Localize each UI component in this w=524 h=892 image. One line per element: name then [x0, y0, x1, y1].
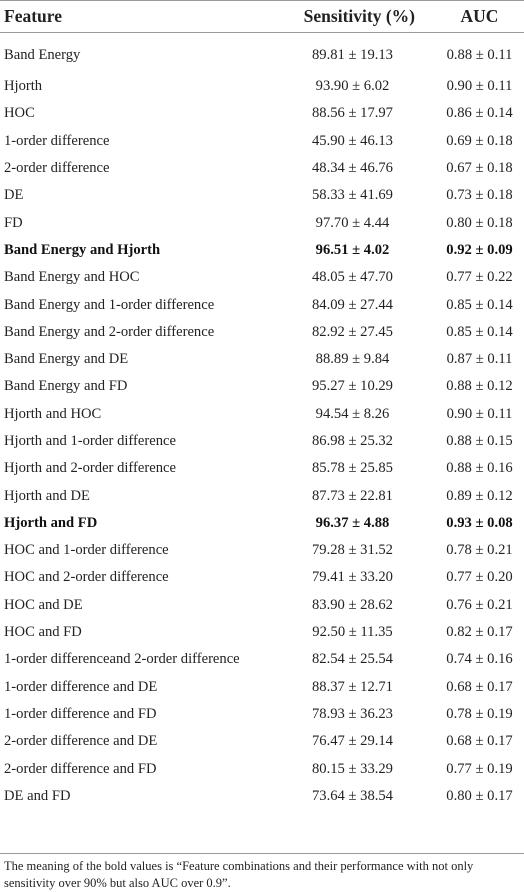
table-row [0, 209, 524, 236]
header-feature: Feature [4, 5, 62, 26]
cell-feature: Band Energy and 2-order difference [4, 323, 215, 340]
cell-feature: DE [4, 187, 24, 204]
table-row [0, 291, 524, 318]
table-row [0, 646, 524, 673]
table-row [0, 73, 524, 100]
cell-auc: 0.69 ± 0.18 [446, 132, 513, 149]
cell-sensitivity: 87.73 ± 22.81 [312, 487, 393, 504]
cell-feature: Hjorth and FD [4, 514, 98, 531]
cell-auc: 0.89 ± 0.12 [446, 487, 513, 504]
cell-feature: Hjorth and 2-order difference [4, 460, 176, 477]
cell-sensitivity: 85.78 ± 25.85 [312, 460, 393, 477]
cell-auc: 0.88 ± 0.11 [446, 47, 513, 63]
table-row [0, 155, 524, 182]
cell-feature: 2-order difference [4, 160, 110, 177]
table-row [0, 537, 524, 564]
cell-feature: HOC and 2-order difference [4, 569, 169, 586]
table-row [0, 592, 524, 619]
cell-feature: Hjorth and DE [4, 487, 90, 504]
cell-auc: 0.80 ± 0.18 [446, 214, 513, 231]
cell-sensitivity: 94.54 ± 8.26 [315, 405, 390, 422]
cell-auc: 0.77 ± 0.19 [446, 760, 513, 777]
cell-feature: Band Energy and DE [4, 351, 129, 368]
cell-auc: 0.76 ± 0.21 [446, 596, 513, 613]
cell-feature: Hjorth [4, 78, 43, 95]
cell-sensitivity: 96.51 ± 4.02 [315, 241, 390, 258]
table-row [0, 619, 524, 646]
table-footnote: The meaning of the bold values is “Feature combinations and their performance with not only sensitivity over 90% but also AUC over 0.9”. [4, 859, 474, 890]
cell-sensitivity: 80.15 ± 33.29 [312, 760, 393, 777]
cell-auc: 0.87 ± 0.11 [446, 351, 513, 368]
cell-auc: 0.73 ± 0.18 [446, 187, 513, 204]
table-row [0, 237, 524, 264]
cell-auc: 0.77 ± 0.20 [446, 569, 513, 586]
cell-sensitivity: 88.37 ± 12.71 [312, 678, 393, 695]
cell-feature: 2-order difference and FD [4, 760, 157, 777]
cell-feature: 1-order difference [4, 132, 110, 149]
table-row [0, 783, 524, 810]
cell-feature: FD [4, 214, 23, 231]
cell-auc: 0.90 ± 0.11 [446, 78, 513, 95]
cell-auc: 0.92 ± 0.09 [446, 241, 513, 258]
cell-auc: 0.93 ± 0.08 [446, 514, 513, 531]
cell-feature: DE and FD [4, 787, 71, 804]
cell-sensitivity: 96.37 ± 4.88 [315, 514, 390, 531]
table-row [0, 128, 524, 155]
cell-feature: Hjorth and 1-order difference [4, 433, 176, 449]
table-row [0, 264, 524, 291]
cell-feature: 1-order difference and DE [4, 678, 158, 695]
cell-sensitivity: 73.64 ± 38.54 [312, 787, 393, 804]
cell-sensitivity: 88.89 ± 9.84 [315, 351, 390, 368]
cell-feature: HOC and DE [4, 596, 83, 613]
cell-feature: 1-order differenceand 2-order difference [4, 651, 240, 668]
cell-sensitivity: 79.28 ± 31.52 [312, 542, 393, 559]
table-row [0, 428, 524, 455]
cell-auc: 0.82 ± 0.17 [446, 624, 513, 641]
table-row [0, 564, 524, 591]
table-body [0, 32, 524, 810]
cell-auc: 0.80 ± 0.17 [446, 787, 513, 804]
table-row [0, 182, 524, 209]
table-row [0, 346, 524, 373]
cell-feature: Hjorth and HOC [4, 405, 102, 422]
cell-auc: 0.85 ± 0.14 [446, 296, 513, 313]
table-row [0, 755, 524, 782]
cell-feature: Band Energy and FD [4, 378, 128, 395]
cell-sensitivity: 45.90 ± 46.13 [312, 132, 393, 149]
cell-sensitivity: 88.56 ± 17.97 [312, 105, 393, 122]
table-row [0, 728, 524, 755]
table-header [0, 0, 524, 32]
cell-auc: 0.85 ± 0.14 [446, 323, 513, 340]
cell-sensitivity: 97.70 ± 4.44 [315, 214, 390, 231]
header-sensitivity: Sensitivity (%) [303, 5, 415, 26]
cell-sensitivity: 48.34 ± 46.76 [312, 160, 393, 177]
cell-sensitivity: 82.92 ± 27.45 [312, 323, 393, 340]
cell-auc: 0.90 ± 0.11 [446, 405, 513, 422]
cell-feature: HOC and 1-order difference [4, 542, 169, 559]
cell-sensitivity: 86.98 ± 25.32 [312, 433, 393, 449]
cell-auc: 0.88 ± 0.16 [446, 460, 513, 477]
cell-auc: 0.77 ± 0.22 [446, 269, 513, 286]
cell-auc: 0.86 ± 0.14 [446, 105, 513, 122]
cell-auc: 0.78 ± 0.19 [446, 705, 513, 722]
table-row [0, 510, 524, 537]
cell-feature: Band Energy and 1-order difference [4, 296, 215, 313]
cell-sensitivity: 95.27 ± 10.29 [312, 378, 393, 395]
table-row [0, 701, 524, 728]
cell-sensitivity: 89.81 ± 19.13 [312, 47, 393, 63]
cell-auc: 0.88 ± 0.12 [446, 378, 513, 395]
table-row [0, 455, 524, 482]
cell-feature: 1-order difference and FD [4, 705, 157, 722]
header-row [0, 0, 524, 32]
cell-auc: 0.74 ± 0.16 [446, 651, 513, 668]
cell-feature: HOC and FD [4, 624, 82, 641]
cell-sensitivity: 83.90 ± 28.62 [312, 596, 393, 613]
cell-feature: HOC [4, 105, 35, 122]
table-row [0, 482, 524, 509]
cell-sensitivity: 84.09 ± 27.44 [312, 296, 393, 313]
cell-sensitivity: 48.05 ± 47.70 [312, 269, 393, 286]
cell-sensitivity: 82.54 ± 25.54 [312, 651, 393, 668]
cell-sensitivity: 76.47 ± 29.14 [312, 733, 393, 750]
table-row [0, 373, 524, 400]
table-row [0, 32, 524, 73]
cell-auc: 0.68 ± 0.17 [446, 733, 513, 750]
bottom-rule [0, 853, 524, 854]
cell-auc: 0.78 ± 0.21 [446, 542, 513, 559]
cell-sensitivity: 79.41 ± 33.20 [312, 569, 393, 586]
table-row [0, 100, 524, 127]
cell-auc: 0.68 ± 0.17 [446, 678, 513, 695]
cell-auc: 0.67 ± 0.18 [446, 160, 513, 177]
cell-feature: Band Energy and Hjorth [4, 241, 161, 258]
table-row [0, 674, 524, 701]
cell-feature: Band Energy [4, 47, 81, 63]
header-auc: AUC [460, 5, 499, 26]
cell-sensitivity: 92.50 ± 11.35 [312, 624, 393, 641]
cell-sensitivity: 58.33 ± 41.69 [312, 187, 393, 204]
cell-feature: 2-order difference and DE [4, 733, 158, 750]
table-row [0, 319, 524, 346]
cell-auc: 0.88 ± 0.15 [446, 433, 513, 449]
cell-feature: Band Energy and HOC [4, 269, 140, 286]
table-row [0, 401, 524, 428]
cell-sensitivity: 78.93 ± 36.23 [312, 705, 393, 722]
cell-sensitivity: 93.90 ± 6.02 [315, 78, 390, 95]
